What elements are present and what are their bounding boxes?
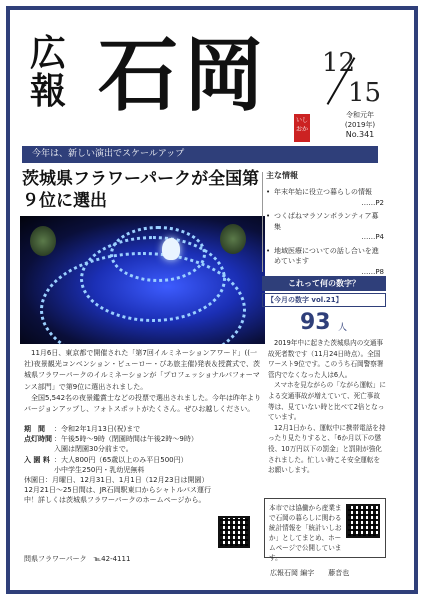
number-body	[268, 338, 386, 476]
number-paragraph: スマホを見ながらの「ながら運転」による交通事故が増えていて、死亡事故等は、見ていない時と比べて2倍となっています。	[268, 381, 386, 422]
issue-date	[318, 48, 386, 112]
info-row: 期 間 ：令和2年1月13日(祝)まで	[24, 425, 141, 433]
info-row: 小中学生250円・乳幼児無料	[54, 465, 145, 474]
big-number: 93	[300, 310, 331, 335]
toc-item[interactable]: • 地域医療についての話し合いを進めています ……P8	[266, 246, 384, 278]
event-info	[24, 424, 269, 506]
info-row: 入 園 料 ：大人800円（65歳以上のみ平日500円）	[24, 455, 188, 464]
issue-day: 15	[348, 78, 382, 108]
toc-list	[266, 187, 384, 277]
info-row: 点灯時間 ：午後5時〜9時（閉園時間は午後2時〜9時）	[24, 435, 198, 444]
contact-info: 問県フラワーパーク ℡42-4111	[24, 555, 131, 563]
issue-era: 令和元年 (2019年)	[344, 111, 376, 129]
article-body	[24, 348, 264, 415]
number-paragraph: 2019年中に起きた茨城県内の交通事故死者数です（11月24日時点）。全国ワースト9位です。このうち石岡警察署管内でなくなった人は6人。	[268, 339, 384, 379]
number-unit: 人	[338, 323, 348, 333]
info-row: 入園は閉園30分前まで。	[54, 445, 133, 454]
toc-item[interactable]: • 年末年始に役立つ暮らしの情報 ……P2	[266, 187, 384, 208]
closed-days-note: 休園日：月曜日、12月31日、1月1日（12月23日は開園）12月21日〜25日間は、JR石岡駅東口からシャトルバス運行中！詳しくは茨城県フラワーパークのホームページから。	[24, 476, 212, 505]
article-paragraph: 全国5,542名の夜景鑑賞士などの投票で選出されました。今年は昨年よりバージョンアップし、フォトスポットがたくさん。ぜひお越しください。	[24, 393, 262, 414]
tree	[30, 226, 56, 256]
number-paragraph: 12月1日から、運転中に携帯電話を持ったり見たりすると、「6か月以下の懲役、10万円以下の罰金」と罰則が強化されました。忙しい時こそ安全運転をお願いします。	[268, 423, 386, 475]
toc-item[interactable]: • つくばねマラソンボランティア募集 ……P4	[266, 211, 384, 243]
qr-code-icon[interactable]	[218, 516, 250, 548]
swan-light	[162, 238, 180, 260]
top-banner: 今年は、新しい演出でスケールアップ	[22, 146, 378, 163]
masthead-main-title: 石岡	[98, 28, 270, 122]
issue-month: 12	[322, 48, 356, 78]
number-vol: 【今月の数字 vol.21】	[262, 293, 386, 307]
toc-section	[266, 170, 384, 280]
illumination-photo	[20, 216, 265, 344]
tree	[220, 224, 246, 254]
seal-stamp-icon: いしおか	[294, 114, 310, 142]
light-ring	[110, 226, 206, 282]
headline: 茨城県フラワーパークが全国第９位に選出	[22, 169, 260, 211]
qr-code-icon[interactable]	[346, 504, 380, 538]
number-banner: これって何の数字？	[262, 276, 386, 291]
statistics-note-text: 本市では協働から産業まで石岡の暮らしに関わる統計情報を「統計いしおか」としてまとめ、ホームページで公開しています。	[269, 504, 342, 562]
issue-number: No.341	[345, 130, 375, 139]
toc-title: 主な情報	[266, 171, 298, 180]
article-paragraph: 11月6日、東京都で開催された「第7回イルミネーションアワード」((一社)夜景観光コンベンション・ビューロー・びあ旅主催)発表＆授賞式で、茨城県フラワーパークのイルミネーションが「プロフェッショナルパフォーマンス部門」で第9位に選出されました。	[24, 349, 261, 391]
editor-credit: 広報石岡 編字 藤音也	[270, 569, 350, 577]
masthead-side-title: 広報	[29, 32, 66, 112]
column-divider	[262, 172, 263, 272]
